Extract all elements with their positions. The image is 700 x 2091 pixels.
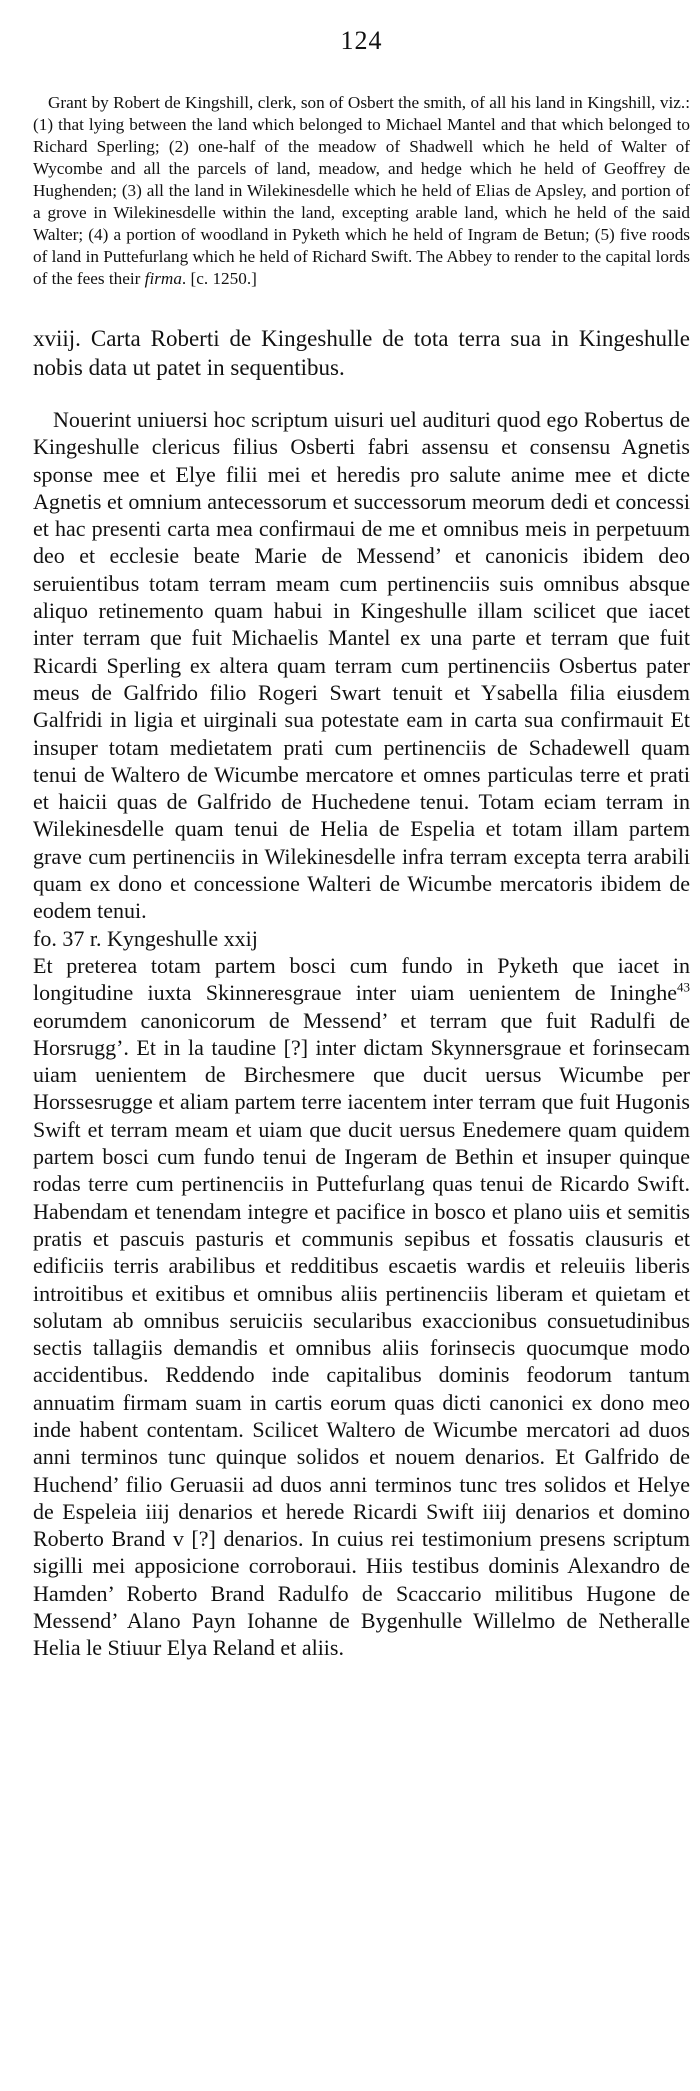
footnote-reference: 43 bbox=[677, 979, 690, 995]
page-number: 124 bbox=[340, 26, 383, 55]
charter-continuation bbox=[33, 952, 690, 1662]
continuation-before-note: Et preterea totam partem bosci cum fundo in Pyketh que iacet in longitudine iuxta Skinneresgraue inter uiam uenientem de Ininghe bbox=[33, 952, 690, 1006]
folio-marker: fo. 37 r. Kyngeshulle xxij bbox=[33, 925, 258, 951]
summary-date: . [c. 1250.] bbox=[181, 269, 257, 288]
summary-italic-word: firma bbox=[144, 269, 182, 288]
continuation-after-note: eorumdem canonicorum de Messend’ et terram que fuit Radulfi de Horsrugg’. Et in la taudine [?] inter dictam Skynnersgraue et forinsecam uiam uenientem de Birchesmere que ducit uersus Wicumbe per Horssesrugge et aliam partem terre iacentem inter terram que fuit Hugonis Swift et terram meam et uiam que ducit uersus Enedemere quam quidem partem bosci cum fundo tenui de Ingeram de Bethin et insuper quinque rodas terre cum pertinenciis in Puttefurlang quas tenui de Ricardo Swift. Habendam et tenendam integre et pacifice in bosco et plano uiis et semitis pratis et pascuis pasturis et communis sepibus et fossatis clausuris et edificiis terris arabilibus et redditibus escaetis wardis et releuiis liberis introitibus et exitibus et omnibus aliis pertinenciis liberam et quietam et solutam ab omnibus seruiciis secularibus exaccionibus consuetudinibus sectis tallagiis demandis et omnibus aliis forinsecis quocumque modo accidentibus. Reddendo inde capitalibus dominis feodorum tantum annuatim firmam suam in cartis eorum quas dicti canonici ex dono meo inde habent contentam. Scilicet Waltero de Wicumbe mercatori ad duos anni terminos tunc quinque solidos et nouem denarios. Et Galfrido de Huchend’ filio Geruasii ad duos anni terminos tunc tres solidos et Helye de Espeleia iiij denarios et herede Ricardi Swift iiij denarios et domino Roberto Brand v [?] denarios. In cuius rei testimonium presens scriptum sigilli mei apposicione corroboraui. Hiis testibus dominis Alexandro de Hamden’ Roberto Brand Radulfo de Scaccario militibus Hugone de Messend’ Alano Payn Iohanne de Bygenhulle Willelmo de Netheralle Helia le Stiuur Elya Reland et aliis. bbox=[33, 1007, 690, 1661]
charter-text: Nouerint uniuersi hoc scriptum uisuri uel audituri quod ego Robertus de Kingeshulle clericus filius Osberti fabri assensu et consensu Agnetis sponse mee et Elye filii mei et heredis pro salute anime mee et dicte Agnetis et omnium antecessorum et successorum meorum dedi et concessi et hac presenti carta mea confirmaui de me et omnibus meis in perpetuum deo et ecclesie beate Marie de Messend’ et canonicis ibidem deo seruientibus totam terram meam cum pertinenciis suis omnibus absque aliquo retinemento quam habui in Kingeshulle illam scilicet que iacet inter terram que fuit Michaelis Mantel ex una parte et terram que fuit Ricardi Sperling ex altera quam terram cum pertinenciis Osbertus pater meus de Galfrido filio Rogeri Swart tenuit et Ysabella filia eiusdem Galfridi in ligia et uirginali sua potestate eam in carta sua confirmauit Et insuper totam medietatem prati cum pertinenciis de Schadewell quam tenui de Waltero de Wicumbe mercatore et omnes particulas terre et prati et haicii quas de Galfrido de Huchedene tenui. Totam eciam terram in Wilekinesdelle quam tenui de Helia de Espelia et totam illam partem grave cum pertinenciis in Wilekinesdelle infra terram excepta terra arabili quam ex dono et concessione Walteri de Wicumbe mercatoris ibidem de eodem tenui. bbox=[33, 407, 690, 924]
english-summary bbox=[33, 92, 690, 290]
summary-text: Grant by Robert de Kingshill, clerk, son of Osbert the smith, of all his land in Kingshill, viz.: (1) that lying between the land which belonged to Michael Mantel and that which belonged to Richard Sperling; (2) one-half of the meadow of Shadwell which he held of Walter of Wycombe and all the parcels of land, meadow, and hedge which he held of Geoffrey de Hughenden; (3) all the land in Wilekinesdelle which he held of Elias de Apsley, and portion of a grove in Wilekinesdelle within the land, excepting arable land, which he held of the said Walter; (4) a portion of woodland in Pyketh which he held of Ingram de Betun; (5) five roods of land in Puttefurlang which he held of Richard Swift. The Abbey to render to the capital lords of the fees their bbox=[33, 93, 690, 288]
charter-heading: xviij. Carta Roberti de Kingeshulle de tota terra sua in Kingeshulle nobis data ut patet in sequentibus. bbox=[33, 326, 690, 380]
